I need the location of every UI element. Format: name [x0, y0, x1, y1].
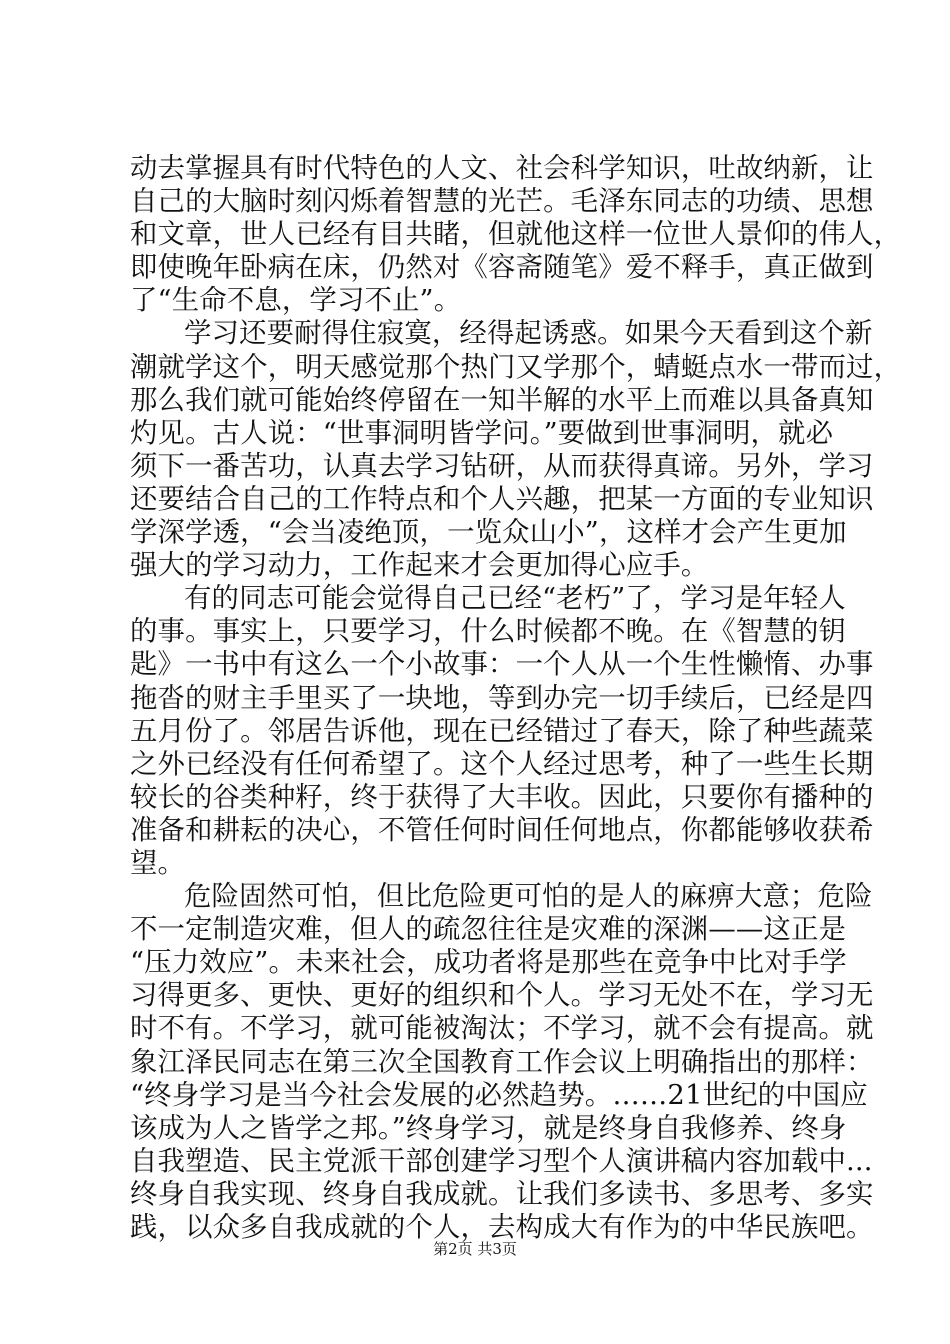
text-line: 之外已经没有任何希望了。这个人经过思考，种了一些生长期: [130, 748, 874, 780]
text-line: 望。: [130, 847, 186, 879]
text-line: 五月份了。邻居告诉他，现在已经错过了春天，除了种些蔬菜: [130, 715, 874, 747]
paragraph-start-line: 学习还要耐得住寂寞，经得起诱惑。如果今天看到这个新: [184, 318, 873, 350]
paragraph-start-line: 危险固然可怕，但比危险更可怕的是人的麻痹大意；危险: [184, 881, 873, 913]
text-line: “压力效应”。未来社会，成功者将是那些在竞争中比对手学: [130, 947, 847, 979]
text-line: 不一定制造灾难，但人的疏忽往往是灾难的深渊——这正是: [130, 914, 847, 946]
text-line: 的事。事实上，只要学习，什么时候都不晚。在《智慧的钥: [130, 616, 847, 648]
text-line: 自己的大脑时刻闪烁着智慧的光芒。毛泽东同志的功绩、思想: [130, 186, 874, 218]
text-line: 还要结合自己的工作特点和个人兴趣，把某一方面的专业知识: [130, 483, 874, 515]
text-line: 践，以众多自我成就的个人，去构成大有作为的中华民族吧。: [130, 1212, 874, 1243]
text-line: 该成为人之皆学之邦。”终身学习，就是终身自我修养、终身: [130, 1112, 847, 1144]
paragraph-start-line: 有的同志可能会觉得自己已经“老朽”了，学习是年轻人: [184, 583, 846, 615]
text-line: 时不有。不学习，就可能被淘汰；不学习，就不会有提高。就: [130, 1013, 874, 1045]
body-text: [130, 152, 902, 1244]
text-line: 灼见。古人说：“世事洞明皆学问。”要做到世事洞明，就必: [130, 417, 834, 449]
text-line: 习得更多、更快、更好的组织和个人。学习无处不在，学习无: [130, 980, 874, 1012]
text-line: 潮就学这个，明天感觉那个热门又学那个，蜻蜓点水一带而过，: [130, 351, 902, 383]
text-line: 匙》一书中有这么一个小故事：一个人从一个生性懒惰、办事: [130, 649, 874, 681]
text-line: 象江泽民同志在第三次全国教育工作会议上明确指出的那样：: [130, 1046, 874, 1078]
text-line: “终身学习是当今社会发展的必然趋势。……21世纪的中国应: [130, 1079, 868, 1111]
text-line: 了“生命不息，学习不止”。: [130, 285, 462, 317]
text-line: 较长的谷类种籽，终于获得了大丰收。因此，只要你有播种的: [130, 781, 874, 813]
text-line: 强大的学习动力，工作起来才会更加得心应手。: [130, 550, 709, 582]
text-line: 那么我们就可能始终停留在一知半解的水平上而难以具备真知: [130, 384, 874, 416]
text-line: 终身自我实现、终身自我成就。让我们多读书、多思考、多实: [130, 1178, 874, 1210]
text-line: 即使晚年卧病在床，仍然对《容斋随笔》爱不释手，真正做到: [130, 252, 874, 284]
text-line: 学深学透，“会当凌绝顶，一览众山小”，这样才会产生更加: [130, 517, 847, 549]
page-footer: 第2页 共3页: [433, 1240, 517, 1258]
text-line: 须下一番苦功，认真去学习钻研，从而获得真谛。另外，学习: [130, 450, 874, 482]
text-line: 准备和耕耘的决心，不管任何时间任何地点，你都能够收获希: [130, 814, 874, 846]
text-line: 动去掌握具有时代特色的人文、社会科学知识，吐故纳新，让: [130, 153, 874, 184]
text-line: 自我塑造、民主党派干部创建学习型个人演讲稿内容加载中...: [130, 1145, 873, 1177]
text-line: 拖沓的财主手里买了一块地，等到办完一切手续后，已经是四: [130, 682, 874, 714]
text-line: 和文章，世人已经有目共睹，但就他这样一位世人景仰的伟人，: [130, 219, 902, 251]
